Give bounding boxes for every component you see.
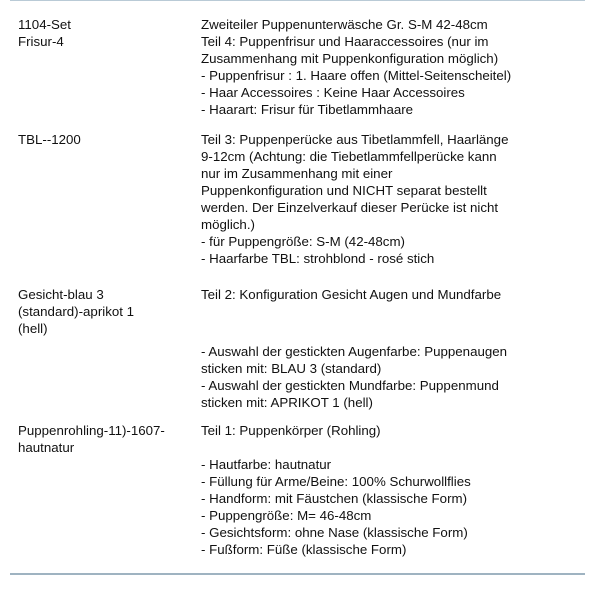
item-desc-line: - Handform: mit Fäustchen (klassische Form)	[201, 491, 468, 506]
item-desc-line: Teil 2: Konfiguration Gesicht Augen und Mundfarbe	[201, 287, 502, 302]
item-desc-line: - Haar Accessoires : Keine Haar Accessoires	[201, 85, 465, 100]
item-code-line: Frisur-4	[18, 34, 64, 49]
item-desc-line: - Fußform: Füße (klassische Form)	[201, 542, 407, 557]
item-desc-line: - Auswahl der gestickten Mundfarbe: Puppenmund	[201, 378, 499, 393]
item-code-line: TBL--1200	[18, 132, 81, 147]
item-desc-line: - Hautfarbe: hautnatur	[201, 457, 332, 472]
item-desc-line: - Gesichtsform: ohne Nase (klassische Form)	[201, 525, 468, 540]
item-desc-line: Teil 3: Puppenperücke aus Tibetlammfell, Haarlänge	[201, 132, 509, 147]
item-desc-line: 9-12cm (Achtung: die Tiebetlammfellperücke kann	[201, 149, 497, 164]
item-desc-line: sticken mit: BLAU 3 (standard)	[201, 361, 382, 376]
item-code-line: Gesicht-blau 3	[18, 287, 104, 302]
item-desc-line: Zusammenhang mit Puppenkonfiguration möglich)	[201, 51, 499, 66]
item-desc-line: Teil 4: Puppenfrisur und Haaraccessoires (nur im	[201, 34, 489, 49]
item-desc-line: Zweiteiler Puppenunterwäsche Gr. S-M 42-48cm	[201, 17, 488, 32]
top-divider	[10, 0, 585, 1]
item-desc-line: - für Puppengröße: S-M (42-48cm)	[201, 234, 405, 249]
item-desc-line: - Auswahl der gestickten Augenfarbe: Puppenaugen	[201, 344, 508, 359]
item-desc-line: - Puppengröße: M= 46-48cm	[201, 508, 372, 523]
item-desc-line: - Haarfarbe TBL: strohblond - rosé stich	[201, 251, 435, 266]
item-code-line: (standard)-aprikot 1	[18, 304, 135, 319]
item-desc-line: - Puppenfrisur : 1. Haare offen (Mittel-Seitenscheitel)	[201, 68, 512, 83]
item-desc-line: Puppenkonfiguration und NICHT separat bestellt	[201, 183, 487, 198]
item-desc-line: nur im Zusammenhang mit einer	[201, 166, 393, 181]
item-code-line: 1104-Set	[18, 17, 71, 32]
item-desc-line: möglich.)	[201, 217, 255, 232]
item-code-line: Puppenrohling-11)-1607-	[18, 423, 165, 438]
item-code-line: hautnatur	[18, 440, 75, 455]
item-desc-line: - Haarart: Frisur für Tibetlammhaare	[201, 102, 414, 117]
item-desc-line: sticken mit: APRIKOT 1 (hell)	[201, 395, 373, 410]
item-desc-line: Teil 1: Puppenkörper (Rohling)	[201, 423, 381, 438]
item-desc-line: werden. Der Einzelverkauf dieser Perücke ist nicht	[201, 200, 499, 215]
item-code-line: (hell)	[18, 321, 48, 336]
bottom-divider	[10, 573, 585, 575]
item-desc-line: - Füllung für Arme/Beine: 100% Schurwollflies	[201, 474, 471, 489]
